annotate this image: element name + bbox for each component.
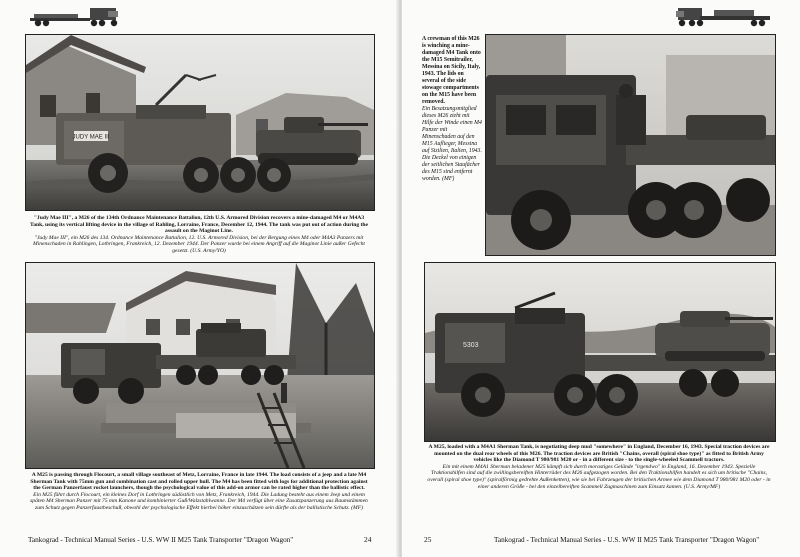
photo2-caption [426, 444, 772, 490]
right-page [402, 0, 800, 557]
photo2-caption-german: Ein mit einem M4A1 Sherman beladener M25 kämpft sich durch morastiges Gelände "irgendwo" in England, 16. Dezember 1943. Spezielle Traktionshilfen sind auf die zwillingsbereiften Hinterräder des M26 aufgezogen worden. Bei den Traktionshilfen handelt es sich um britische "Chains, overall (spiral shoe type)" (spiralförmig gedrehte Außenketten), wie sie bei Fahrzeugen der britischen Armee wie dem Diamond T 980/981 M20 oder - in einer anderen Größe - bei den einzelbereiften Scammell Zugmaschinen zum Einsatz kamen. (U.S. Army/MF) [427, 463, 771, 490]
photo-m26-winching-tank-messina [485, 34, 776, 256]
photo-m26-judy-mae-recovering-tank [25, 34, 375, 211]
truck-header-icon [28, 4, 124, 28]
photo2-caption [28, 472, 370, 512]
left-page-number: 24 [364, 535, 372, 544]
left-footer: Tankograd - Technical Manual Series - U.S. WW II M25 Tank Transporter "Dragon Wagon" [28, 536, 294, 544]
photo1-side-caption [422, 36, 482, 183]
right-footer: Tankograd - Technical Manual Series - U.S. WW II M25 Tank Transporter "Dragon Wagon" [494, 536, 760, 544]
photo1-caption-german: Ein Besatzungsmitglied dieses M26 zieht mit Hilfe der Winde einen M4 Panzer mit Minenschaden auf den M15 Auflieger, Messina auf Sizilien, Italien, 1943. Die Deckel von einigen der seitlichen Staufächer des M15 sind entfernt worden. (MF) [422, 106, 482, 182]
photo1-caption [28, 215, 370, 255]
photo1-caption-german: "Judy Mae III", ein M26 des 134. Ordnance Maintenance Battalion, 12. U.S. Armored Division, bei der Bergung eines M4 oder M4A3 Panzers mit Minenschaden in Rahlingen, Lothringen, Frankreich, 12. Dezember 1944. Der Panzer wurde bei einem Angriff auf die Maginot Linie außer Gefecht gesetzt. (U.S. Army/YO) [33, 234, 365, 254]
right-page-number: 25 [424, 535, 432, 544]
vehicle-number-marking: 5303 [463, 342, 479, 349]
photo2-caption-english: A M25, loaded with a M4A1 Sherman Tank, is negotiating deep mud "somewhere" in England, December 16, 1943. Special traction devices are mounted on the dual rear wheels of this M26. The traction devices are British "Chains, overall (spiral shoe type)" as fitted to British Army vehicles like the Diamond T 980/981 M20 or - in a different size - to the single-wheeled Scammell tractors. [428, 444, 770, 464]
photo-nose-lettering: JUDY MAE III [72, 134, 110, 141]
photo-m25-passing-through-flocourt [25, 262, 375, 469]
left-page [0, 0, 398, 557]
photo-m25-in-mud-england [424, 262, 776, 442]
photo1-caption-english: "Judy Mae III", a M26 of the 134th Ordnance Maintenance Battalion, 12th U.S. Armored Division recovers a mine-damaged M4 or M4A3 Tank, using its vertical lifting device in the village of Rahling, Lorraine, France, December 12, 1944. The tank was put out of action during the assault on the Maginot Line. [29, 215, 368, 235]
photo2-caption-german: Ein M25 fährt durch Flocourt, ein kleines Dorf in Lothringen südöstlich von Metz, Frankreich, 1944. Die Ladung besteht aus einem Jeep und einem späten M4 Sherman Panzer mit 75 mm Kanone und kombinierter Guß/Walzstahlwanne. Der M4 verfügt über eine Zusatzpanzerung aus Baumstämmen zum Schutz gegen Panzerfaustbeschuß, obwohl der psychologische Effekt hierbei höher einzuschätzen sein dürfte als der ballistische Schutz. (MF) [30, 491, 368, 511]
photo1-caption-english: A crewman of this M26 is winching a mine-damaged M4 Tank onto the M15 Semitrailer, Messina on Sicily, Italy, 1943. The lids on several of the side stowage compartments on the M15 have been removed. [422, 36, 481, 105]
transporter-header-icon [674, 4, 774, 28]
photo2-caption-english: A M25 is passing through Flocourt, a small village southeast of Metz, Lorraine, France in late 1944. The load consists of a jeep and a late M4 Sherman Tank with 75mm gun and combination cast and rolled upper hull. The M4 has been fitted with logs for additional protection against the German Panzerfaust rocket launchers, though the psychological value of this add-on armor can be rated higher than the ballistic effect. [30, 472, 368, 492]
